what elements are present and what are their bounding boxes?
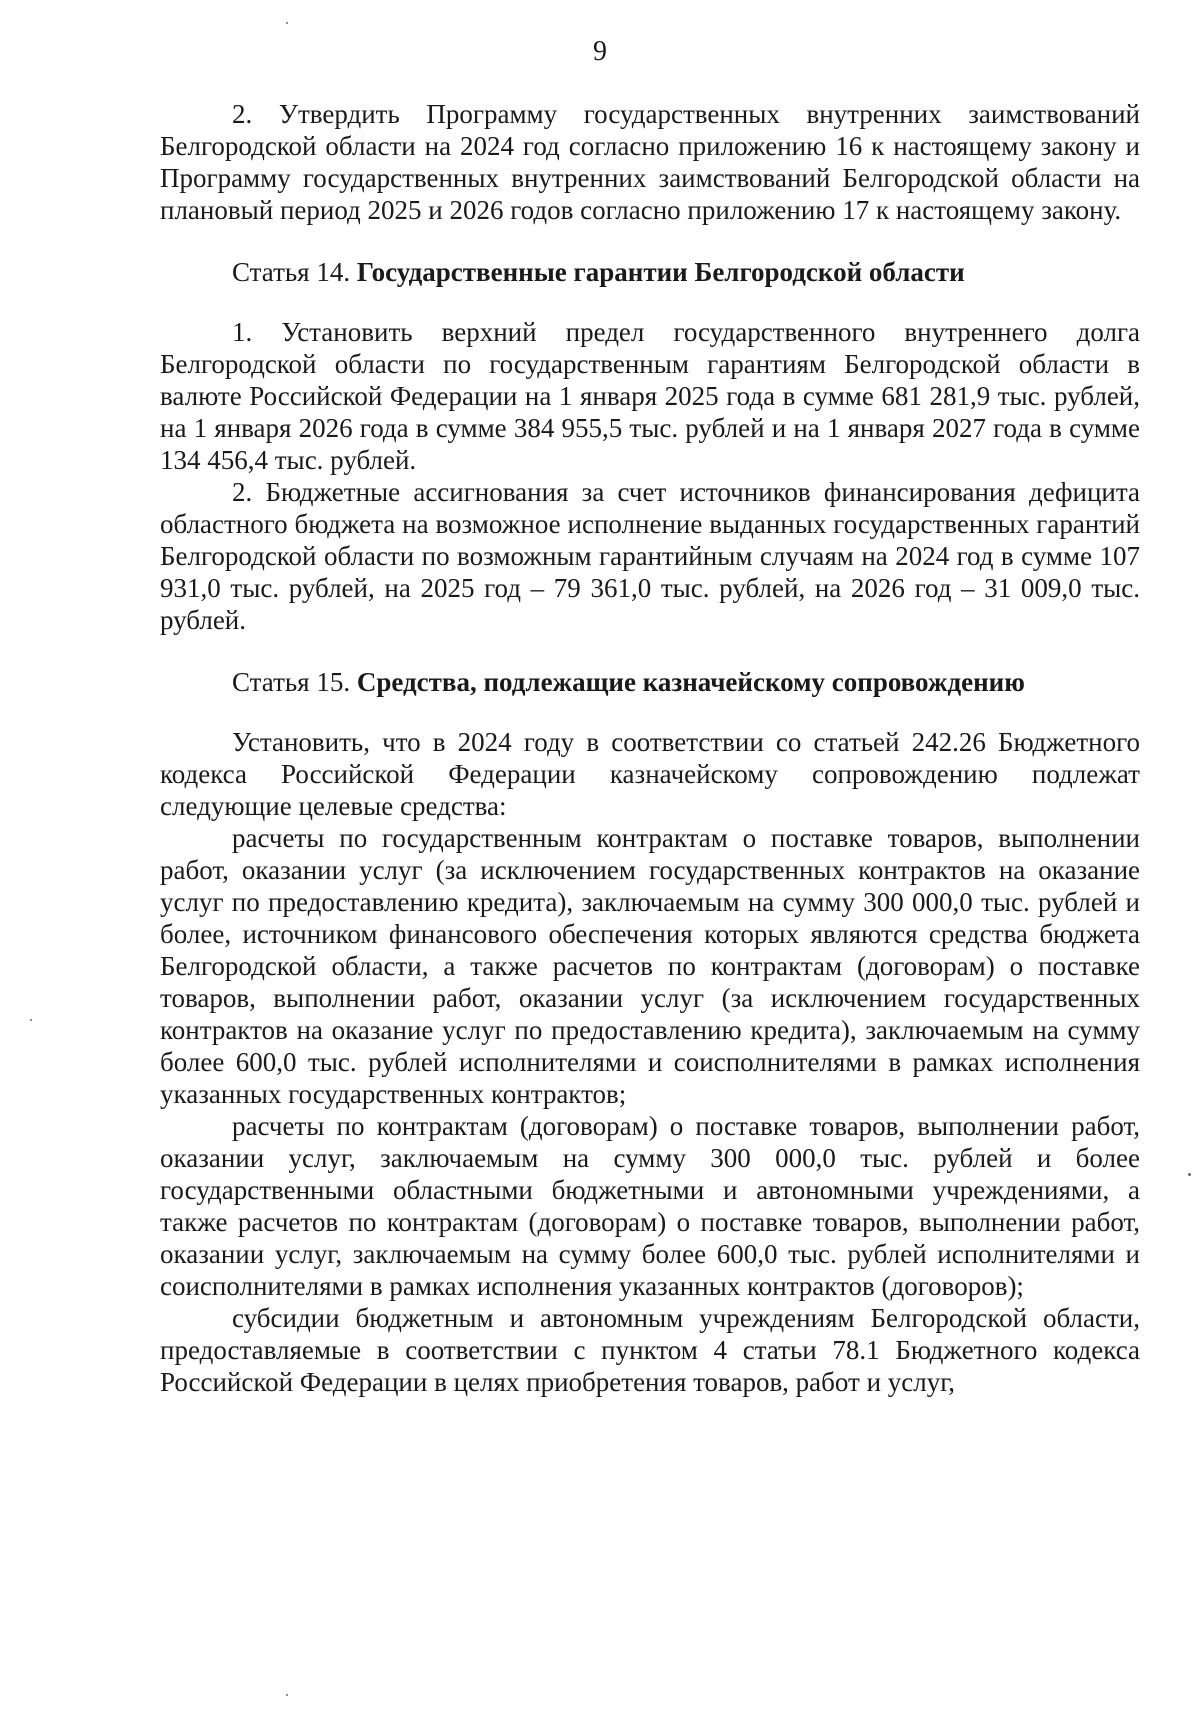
article-14-heading <box>160 256 1140 288</box>
article-15-title: Средства, подлежащие казначейскому сопровождению <box>356 667 1025 697</box>
article-15-item-state-contracts: расчеты по государственным контрактам о поставке товаров, выполнении работ, оказании услуг (за исключением государственных контрактов на оказание услуг по предоставлению кредита), заключаемым на сумму 300 000,0 тыс. рублей и более, источником финансового обеспечения которых являются средства бюджета Белгородской области, а также расчетов по контрактам (договорам) о поставке товаров, выполнении работ, оказании услуг (за исключением государственных контрактов на оказание услуг по предоставлению кредита), заключаемым на сумму более 600,0 тыс. рублей исполнителями и соисполнителями в рамках исполнения указанных государственных контрактов; <box>160 823 1140 1109</box>
scan-speck <box>286 22 288 24</box>
article-14-title: Государственные гарантии Белгородской области <box>356 257 965 287</box>
article-15-heading <box>160 666 1140 698</box>
paragraph-borrowing-programs: 2. Утвердить Программу государственных внутренних заимствований Белгородской области на 2024 год согласно приложению 16 к настоящему закону и Программу государственных внутренних заимствований Белгородской области на плановый период 2025 и 2026 годов согласно приложению 17 к настоящему закону. <box>160 99 1140 225</box>
article-14-item-2: 2. Бюджетные ассигнования за счет источников финансирования дефицита областного бюджета на возможное исполнение выданных государственных гарантий Белгородской области по возможным гарантийным случаям на 2024 год в сумме 107 931,0 тыс. рублей, на 2025 год – 79 361,0 тыс. рублей, на 2026 год – 31 009,0 тыс. рублей. <box>160 477 1140 635</box>
article-15-intro: Установить, что в 2024 году в соответствии со статьей 242.26 Бюджетного кодекса Российской Федерации казначейскому сопровождению подлежат следующие целевые средства: <box>160 727 1140 821</box>
scan-speck <box>1188 1173 1191 1176</box>
document-body <box>160 98 1140 1398</box>
article-14-label: Статья 14. <box>232 257 351 287</box>
article-15-item-institution-contracts: расчеты по контрактам (договорам) о поставке товаров, выполнении работ, оказании услуг, заключаемым на сумму 300 000,0 тыс. рублей и более государственными областными бюджетными и автономными учреждениями, а также расчетов по контрактам (договорам) о поставке товаров, выполнении работ, оказании услуг, заключаемым на сумму более 600,0 тыс. рублей исполнителями и соисполнителями в рамках исполнения указанных контрактов (договоров); <box>160 1111 1140 1301</box>
article-14-item-1: 1. Установить верхний предел государственного внутреннего долга Белгородской области по государственным гарантиям Белгородской области в валюте Российской Федерации на 1 января 2025 года в сумме 681 281,9 тыс. рублей, на 1 января 2026 года в сумме 384 955,5 тыс. рублей и на 1 января 2027 года в сумме 134 456,4 тыс. рублей. <box>160 317 1140 475</box>
article-15-item-subsidies: субсидии бюджетным и автономным учреждениям Белгородской области, предоставляемые в соответствии с пунктом 4 статьи 78.1 Бюджетного кодекса Российской Федерации в целях приобретения товаров, работ и услуг, <box>160 1303 1140 1397</box>
scan-speck <box>30 1019 32 1021</box>
page-number: 9 <box>593 36 607 67</box>
scan-speck <box>286 1694 288 1696</box>
article-15-label: Статья 15. <box>232 667 351 697</box>
